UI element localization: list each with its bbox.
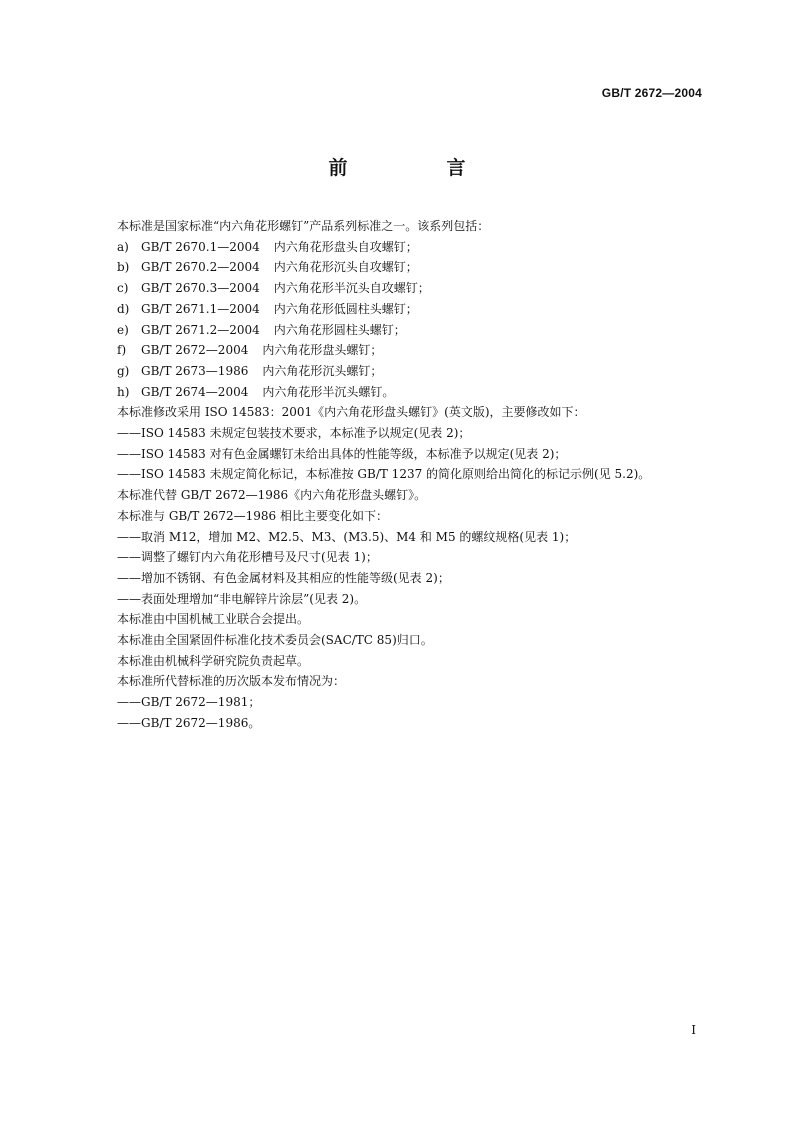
series-code: GB/T 2670.3—2004 xyxy=(141,281,260,296)
replaces-statement: 本标准代替 GB/T 2672—1986《内六角花形盘头螺钉》。 xyxy=(117,488,427,503)
series-code: GB/T 2674—2004 xyxy=(141,384,249,399)
history-item: ——GB/T 2672—1986。 xyxy=(117,715,261,730)
history-item: ——GB/T 2672—1981； xyxy=(117,695,261,710)
series-letter: h) xyxy=(117,384,130,399)
page-title: 前 言 xyxy=(328,157,506,179)
series-code: GB/T 2670.1—2004 xyxy=(141,239,260,254)
series-letter: f) xyxy=(117,343,127,358)
series-item-e xyxy=(117,320,717,341)
series-item-d xyxy=(117,299,717,320)
series-item-f xyxy=(117,340,717,361)
series-code: GB/T 2672—2004 xyxy=(141,343,249,358)
modification-item: ——ISO 14583 对有色金属螺钉未给出具体的性能等级，本标准予以规定(见表 2)； xyxy=(117,446,567,461)
page-number: I xyxy=(691,1023,696,1037)
series-name: 内六角花形沉头螺钉； xyxy=(262,363,383,378)
series-item-h xyxy=(117,382,717,403)
history-intro: 本标准所代替标准的历次版本发布情况为： xyxy=(117,674,346,689)
modification-item: ——ISO 14583 未规定包装技术要求，本标准予以规定(见表 2)； xyxy=(117,426,471,441)
series-item-b xyxy=(117,257,717,278)
series-item-a xyxy=(117,237,717,258)
series-letter: a) xyxy=(117,239,129,254)
series-code: GB/T 2671.1—2004 xyxy=(141,301,260,316)
change-item: ——增加不锈钢、有色金属材料及其相应的性能等级(见表 2)； xyxy=(117,570,450,585)
modification-item: ——ISO 14583 未规定简化标记，本标准按 GB/T 1237 的简化原则给出简化的标记示例(见 5.2)。 xyxy=(117,467,651,482)
series-code: GB/T 2673—1986 xyxy=(141,363,249,378)
series-letter: b) xyxy=(117,260,130,275)
series-letter: g) xyxy=(117,363,130,378)
series-code: GB/T 2670.2—2004 xyxy=(141,260,260,275)
modification-intro: 本标准修改采用 ISO 14583：2001《内六角花形盘头螺钉》(英文版)，主要修改如下： xyxy=(117,405,586,420)
series-name: 内六角花形盘头自攻螺钉； xyxy=(273,239,418,254)
changes-intro: 本标准与 GB/T 2672—1986 相比主要变化如下： xyxy=(117,508,388,523)
change-item: ——表面处理增加“非电解锌片涂层”(见表 2)。 xyxy=(117,591,367,606)
centralized-by: 本标准由全国紧固件标准化技术委员会(SAC/TC 85)归口。 xyxy=(117,633,433,648)
series-item-c xyxy=(117,278,717,299)
drafted-by: 本标准由机械科学研究院负责起草。 xyxy=(117,653,310,668)
standard-code: GB/T 2672—2004 xyxy=(601,86,702,100)
series-name: 内六角花形低圆柱头螺钉； xyxy=(273,301,418,316)
series-letter: e) xyxy=(117,322,129,337)
series-code: GB/T 2671.2—2004 xyxy=(141,322,260,337)
intro-paragraph: 本标准是国家标准“内六角花形螺钉”产品系列标准之一。该系列包括： xyxy=(117,219,490,233)
series-item-g xyxy=(117,361,717,382)
series-letter: d) xyxy=(117,301,130,316)
series-name: 内六角花形半沉头自攻螺钉； xyxy=(273,281,430,296)
series-name: 内六角花形盘头螺钉； xyxy=(262,343,383,358)
series-name: 内六角花形圆柱头螺钉； xyxy=(273,322,406,337)
change-item: ——取消 M12，增加 M2、M2.5、M3、(M3.5)、M4 和 M5 的螺纹规格(见表 1)； xyxy=(117,529,577,544)
series-letter: c) xyxy=(117,281,129,296)
proposed-by: 本标准由中国机械工业联合会提出。 xyxy=(117,612,310,627)
foreword-body xyxy=(117,216,717,734)
change-item: ——调整了螺钉内六角花形槽号及尺寸(见表 1)； xyxy=(117,550,378,565)
series-name: 内六角花形半沉头螺钉。 xyxy=(262,384,395,399)
series-name: 内六角花形沉头自攻螺钉； xyxy=(273,260,418,275)
